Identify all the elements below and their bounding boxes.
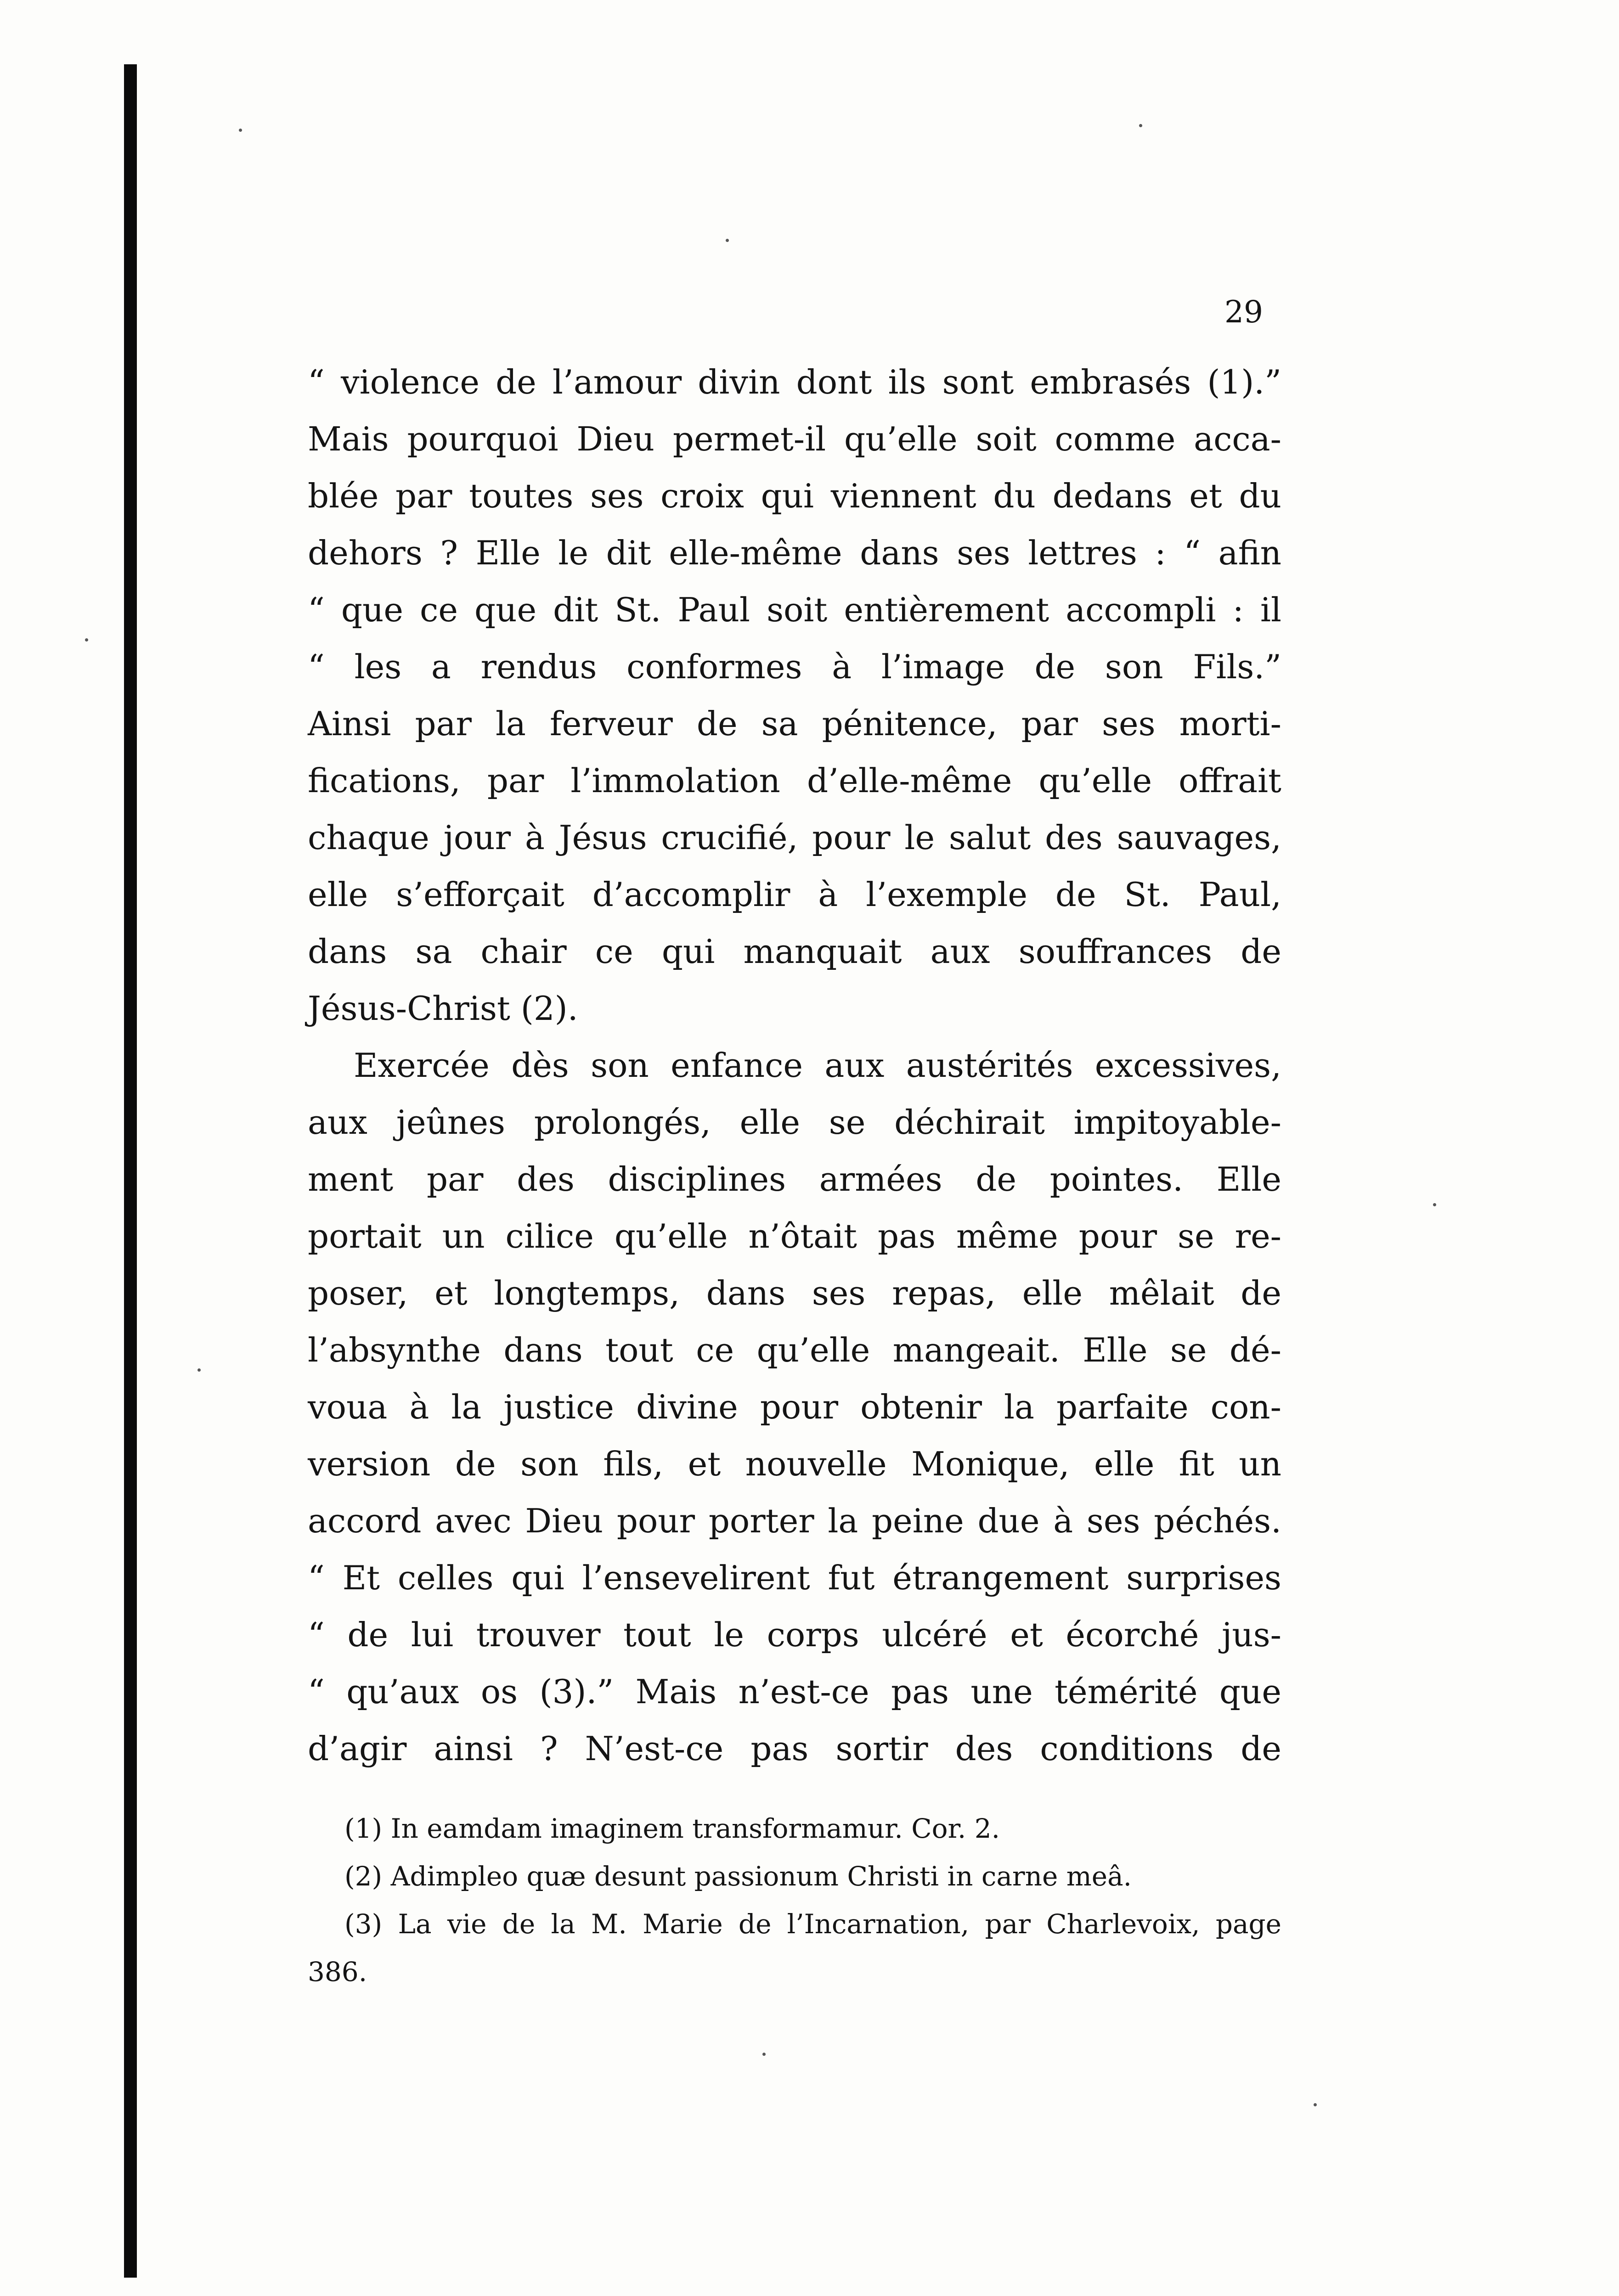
text-line: “ Et celles qui l’ensevelirent fut étrangement surprises	[308, 1559, 1281, 1597]
text-line: “ violence de l’amour divin dont ils sont embrasés (1).”	[308, 363, 1281, 401]
paragraph-start-line: Exercée dès son enfance aux austérités excessives,	[354, 1046, 1281, 1085]
book-spine-shadow	[124, 64, 137, 2278]
text-line: aux jeûnes prolongés, elle se déchirait impitoyable-	[308, 1103, 1281, 1142]
text-line: accord avec Dieu pour porter la peine due à ses péchés.	[308, 1502, 1281, 1540]
scan-speck	[197, 1368, 201, 1372]
footnotes	[308, 1805, 1281, 1996]
text-line: “ de lui trouver tout le corps ulcéré et écorché jus-	[308, 1615, 1281, 1654]
text-line: dans sa chair ce qui manquait aux souffrances de	[308, 932, 1281, 971]
footnote-3: (3) La vie de la M. Marie de l’Incarnation, par Charlevoix, page	[344, 1908, 1281, 1940]
scan-speck	[1139, 124, 1142, 127]
text-line: blée par toutes ses croix qui viennent du dedans et du	[308, 477, 1281, 515]
text-line: “ que ce que dit St. Paul soit entièrement accompli : il	[308, 591, 1281, 629]
text-line: portait un cilice qu’elle n’ôtait pas même pour se re-	[308, 1217, 1281, 1255]
footnote-3-continuation: 386.	[308, 1956, 367, 1987]
text-line: l’absynthe dans tout ce qu’elle mangeait. Elle se dé-	[308, 1331, 1281, 1369]
footnote-1: (1) In eamdam imaginem transformamur. Cor. 2.	[344, 1813, 1000, 1844]
text-line: Jésus-Christ (2).	[308, 989, 578, 1028]
text-line: ment par des disciplines armées de pointes. Elle	[308, 1160, 1281, 1199]
body-text	[308, 354, 1281, 1777]
scan-speck	[239, 129, 242, 132]
scan-speck	[726, 239, 729, 242]
page-number: 29	[1224, 294, 1263, 330]
scan-speck	[85, 638, 88, 642]
text-line: elle s’efforçait d’accomplir à l’exemple de St. Paul,	[308, 875, 1281, 914]
text-line: Ainsi par la ferveur de sa pénitence, par ses morti-	[308, 704, 1281, 743]
text-line: Mais pourquoi Dieu permet-il qu’elle soit comme acca-	[308, 420, 1281, 458]
scan-speck	[1314, 2103, 1317, 2106]
text-line: “ les a rendus conformes à l’image de son Fils.”	[308, 647, 1281, 686]
scan-speck	[1433, 1203, 1436, 1206]
text-line: chaque jour à Jésus crucifié, pour le salut des sauvages,	[308, 818, 1281, 857]
text-line: dehors ? Elle le dit elle-même dans ses lettres : “ afin	[308, 534, 1281, 572]
text-line: poser, et longtemps, dans ses repas, elle mêlait de	[308, 1274, 1281, 1312]
text-line: voua à la justice divine pour obtenir la parfaite con-	[308, 1388, 1281, 1426]
text-line: fications, par l’immolation d’elle-même qu’elle offrait	[308, 761, 1281, 800]
text-line: version de son fils, et nouvelle Monique, elle fit un	[308, 1445, 1281, 1483]
footnote-2: (2) Adimpleo quæ desunt passionum Christi in carne meâ.	[344, 1861, 1132, 1892]
scan-speck	[762, 2053, 766, 2056]
text-line: “ qu’aux os (3).” Mais n’est-ce pas une témérité que	[308, 1672, 1281, 1711]
text-line: d’agir ainsi ? N’est-ce pas sortir des conditions de	[308, 1729, 1281, 1768]
